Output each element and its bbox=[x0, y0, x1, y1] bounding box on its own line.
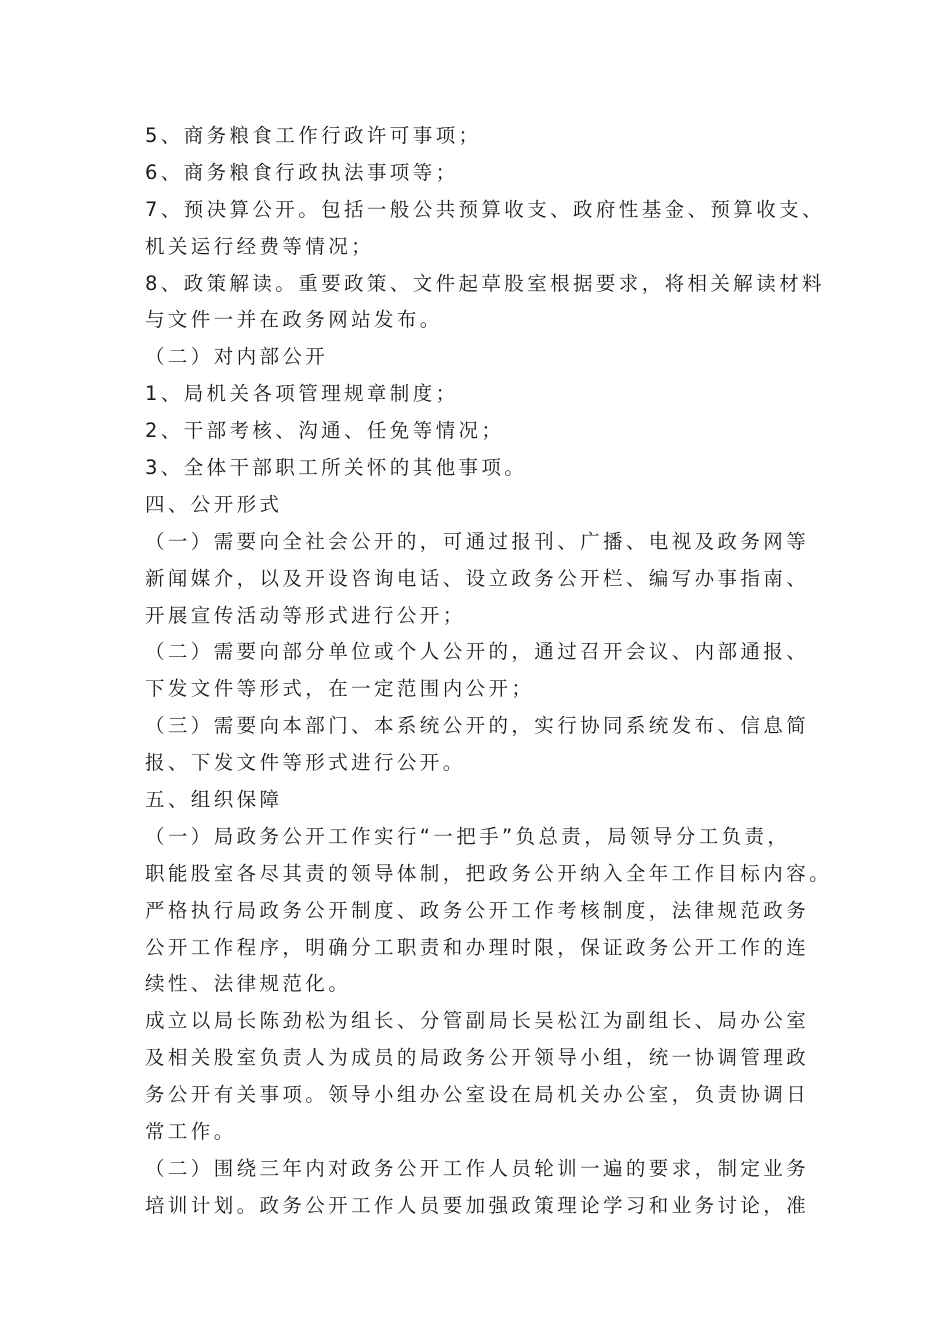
text-line: （三）需要向本部门、本系统公开的，实行协同系统发布、信息简 bbox=[145, 714, 810, 738]
text-line: 与文件一并在政务网站发布。 bbox=[145, 308, 443, 332]
text-line: 成立以局长陈劲松为组长、分管副局长吴松江为副组长、局办公室 bbox=[145, 1009, 810, 1033]
text-line: 续性、法律规范化。 bbox=[145, 972, 352, 996]
document-page bbox=[145, 118, 833, 1225]
text-line: 报、下发文件等形式进行公开。 bbox=[145, 751, 466, 775]
text-line: （二）需要向部分单位或个人公开的，通过召开会议、内部通报、 bbox=[145, 640, 810, 664]
text-line: 及相关股室负责人为成员的局政务公开领导小组，统一协调管理政 bbox=[145, 1046, 810, 1070]
text-line: 2、干部考核、沟通、任免等情况； bbox=[145, 419, 505, 443]
text-line: 5、商务粮食工作行政许可事项； bbox=[145, 124, 482, 147]
text-line: （一）需要向全社会公开的，可通过报刊、广播、电视及政务网等 bbox=[145, 529, 810, 553]
text-line: 7、预决算公开。包括一般公共预算收支、政府性基金、预算收支、 bbox=[145, 197, 825, 221]
text-line: 开展宣传活动等形式进行公开； bbox=[145, 603, 466, 627]
text-line: 严格执行局政务公开制度、政务公开工作考核制度，法律规范政务 bbox=[145, 898, 810, 922]
text-line: 常工作。 bbox=[145, 1120, 237, 1144]
text-line: （一）局政务公开工作实行“一把手”负总责，局领导分工负责， bbox=[145, 824, 791, 848]
text-line: 职能股室各尽其责的领导体制，把政务公开纳入全年工作目标内容。 bbox=[145, 861, 833, 885]
text-line: 培训计划。政务公开工作人员要加强政策理论学习和业务讨论，准 bbox=[145, 1193, 810, 1217]
text-line: 1、局机关各项管理规章制度； bbox=[145, 382, 459, 406]
text-line: 8、政策解读。重要政策、文件起草股室根据要求，将相关解读材料 bbox=[145, 271, 825, 295]
text-line: 公开工作程序，明确分工职责和办理时限，保证政务公开工作的连 bbox=[145, 935, 810, 959]
text-line: （二）围绕三年内对政务公开工作人员轮训一遍的要求，制定业务 bbox=[145, 1156, 810, 1180]
section-heading: 四、公开形式 bbox=[145, 492, 283, 516]
text-line: 3、全体干部职工所关怀的其他事项。 bbox=[145, 456, 528, 480]
text-line: 6、商务粮食行政执法事项等； bbox=[145, 160, 459, 184]
section-heading: 五、组织保障 bbox=[145, 788, 283, 812]
text-line: 务公开有关事项。领导小组办公室设在局机关办公室，负责协调日 bbox=[145, 1083, 810, 1107]
section-heading: （二）对内部公开 bbox=[145, 345, 329, 369]
text-line: 新闻媒介，以及开设咨询电话、设立政务公开栏、编写办事指南、 bbox=[145, 566, 810, 590]
text-line: 机关运行经费等情况； bbox=[145, 234, 375, 258]
text-line: 下发文件等形式，在一定范围内公开； bbox=[145, 677, 535, 701]
